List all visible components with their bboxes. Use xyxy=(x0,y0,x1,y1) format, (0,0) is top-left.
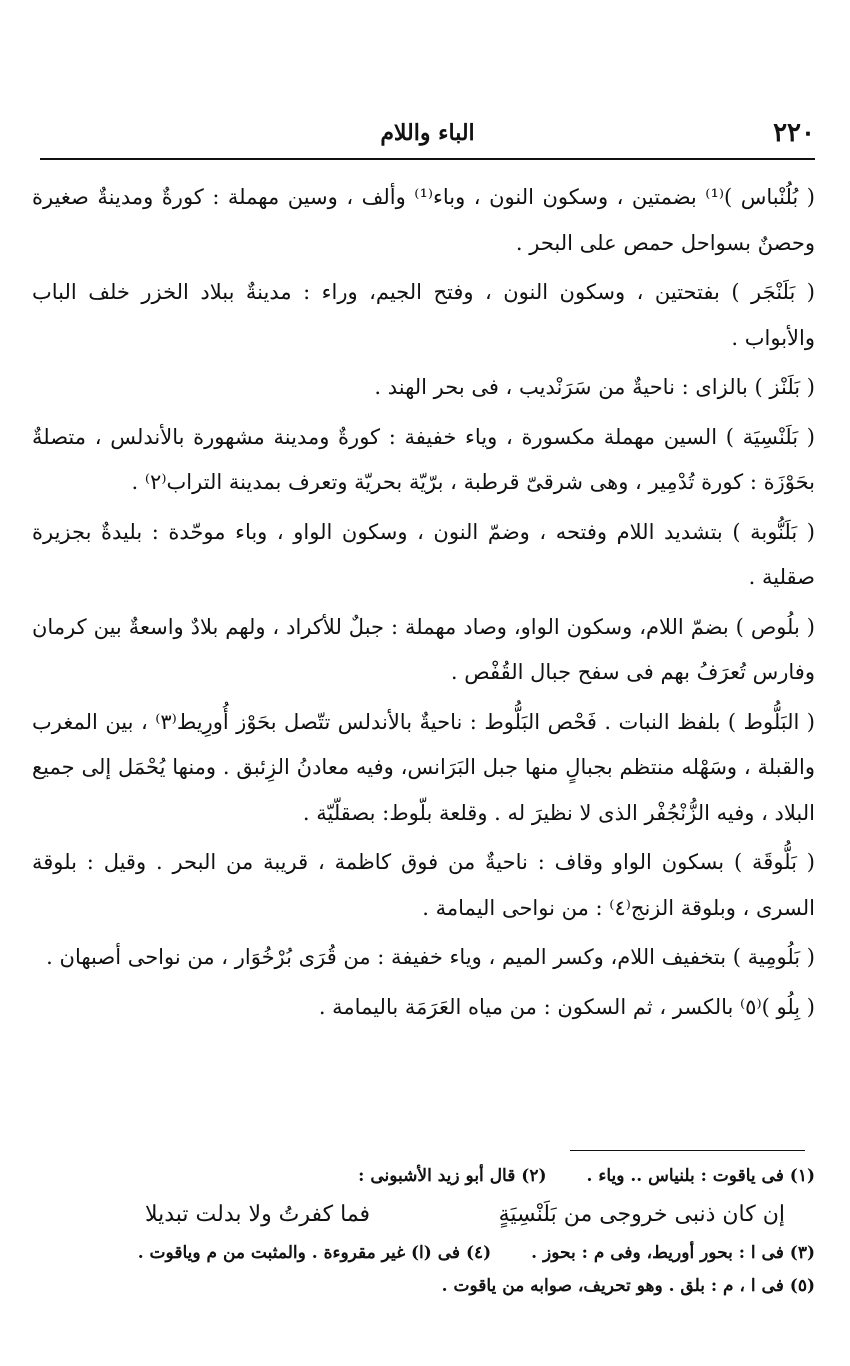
footnote-row-3 xyxy=(40,1270,815,1303)
entry-bulunbas: ( بُلُنْباس )⁽¹⁾ بضمتين ، وسكون النون ، وباء⁽¹⁾ وألف ، وسين مهملة : كورةٌ ومدينةٌ صغيرة وحصنٌ بسواحل حمص على البحر . xyxy=(32,185,815,255)
footnote-row-1 xyxy=(40,1160,815,1193)
footnote-row-2 xyxy=(40,1237,815,1270)
entry-ballut: ( البَلُّوط ) بلفظ النبات . فَحْص البَلُّوط : ناحيةٌ بالأندلس تتّصل بحَوْز أُورِيط⁽٣⁾ ، بين المغرب والقبلة ، وسَهْله منتظم بجبالٍ منها جبل البَرَانس، وفيه معادنُ الزِئبق . ومنها يُحْمَل إلى جميع البلاد ، وفيه الزُّنْجُفْر الذى لا نظيرَ له . وقلعة بلّوط: بصقلّيّة . xyxy=(32,709,815,825)
footnote-2: (٢) قال أبو زيد الأشبونى : xyxy=(358,1166,547,1186)
footnote-3: (٣) فى ا : بحور أوريط، وفى م : بحوز . xyxy=(531,1243,815,1263)
footnote-rule xyxy=(570,1150,805,1151)
page-number: ٢٢٠ xyxy=(773,118,815,148)
entry-balluqa: ( بَلُّوقَة ) بسكون الواو وقاف : ناحيةٌ من فوق كاظمة ، قريبة من البحر . وقيل : بلوقة السرى ، وبلوقة الزنج⁽٤⁾ : من نواحى اليمامة . xyxy=(32,850,815,920)
entry-balanz: ( بَلَنْز ) بالزاى : ناحيةٌ من سَرَنْديب ، فى بحر الهند . xyxy=(374,375,815,399)
page-header xyxy=(40,118,815,158)
entry-balansiya: ( بَلَنْسِيَة ) السين مهملة مكسورة ، وياء خفيفة : كورةٌ ومدينة مشهورة بالأندلس ، متصلةٌ بحَوْزَة : كورة تُدْمِير ، وهى شرقىّ قرطبة ، برّيّة بحريّة وتعرف بمدينة التراب⁽٢⁾ . xyxy=(32,424,815,494)
running-title: الباء واللام xyxy=(380,120,475,146)
entry-balannuba: ( بَلَنُّوبة ) بتشديد اللام وفتحه ، وضمّ النون ، وسكون الواو ، وباء موحّدة : بليدةٌ بجزيرة صقلية . xyxy=(32,519,815,589)
header-rule xyxy=(40,158,815,160)
footnote-4: (٤) فى (ا) غير مقروءة . والمثبت من م وياقوت . xyxy=(137,1243,492,1263)
verse xyxy=(145,1193,785,1237)
verse-first-hemistich: إن كان ذنبى خروجى من بَلَنْسِيَةٍ xyxy=(498,1202,785,1227)
footnotes xyxy=(40,1160,815,1303)
entry-balumiya: ( بَلُومِية ) بتخفيف اللام، وكسر الميم ، وياء خفيفة : من قُرَى بُرْخُوَار ، من نواحى أصبهان . xyxy=(46,945,815,969)
verse-second-hemistich: فما كفرتُ ولا بدلت تبديلا xyxy=(145,1202,371,1227)
entry-balus: ( بلُوص ) بضمّ اللام، وسكون الواو، وصاد مهملة : جبلٌ للأكراد ، ولهم بلادٌ واسعةٌ بين كرمان وفارس تُعرَفُ بهم فى سفح جبال القُفْص . xyxy=(32,614,815,684)
footnote-1: (١) فى ياقوت : بلنياس .. وياء . xyxy=(586,1166,815,1186)
main-text xyxy=(32,175,815,1034)
footnote-5: (٥) فى ا ، م : بلق . وهو تحريف، صوابه من ياقوت . xyxy=(441,1276,815,1296)
entry-bilu: ( بِلُو )⁽٥⁾ بالكسر ، ثم السكون : من مياه العَرَمَة باليمامة . xyxy=(318,994,815,1019)
entry-balanjar: ( بَلَنْجَر ) بفتحتين ، وسكون النون ، وفتح الجيم، وراء : مدينةٌ ببلاد الخزر خلف الباب والأبواب . xyxy=(32,280,815,350)
